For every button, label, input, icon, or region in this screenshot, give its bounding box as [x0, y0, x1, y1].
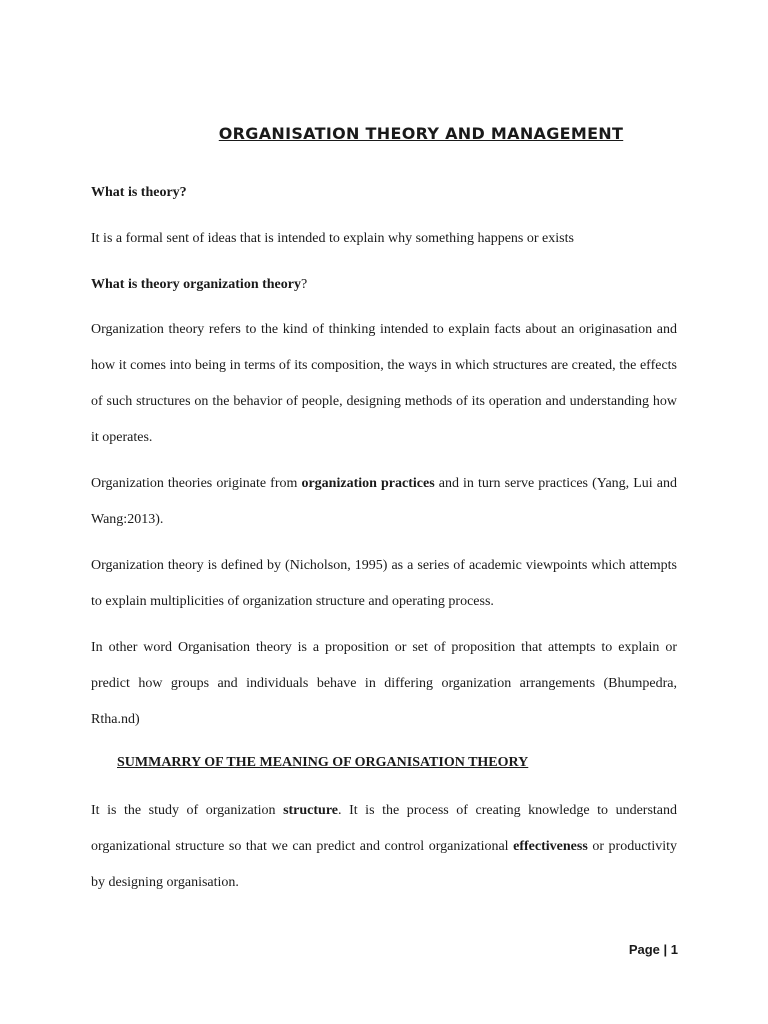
summary-text-mid: . It is the process of creating knowledge to understand organizational structure so that we can predict and control organizational: [91, 803, 677, 854]
originate-text-post: and in turn serve practices (Yang, Lui and Wang:2013).: [91, 476, 677, 527]
originate-text-bold: organization practices: [301, 476, 435, 491]
page-number: Page | 1: [628, 942, 678, 957]
paragraph-theory-definition: It is a formal sent of ideas that is intended to explain why something happens or exists: [91, 231, 574, 246]
originate-text-pre: Organization theories originate from: [91, 476, 302, 491]
summary-text-pre: It is the study of organization: [91, 803, 284, 818]
paragraph-org-theory-defined: Organization theory is defined by (Nicholson, 1995) as a series of academic viewpoints which attempts to explain multiplicities of organization structure and operating process.: [91, 558, 677, 609]
summary-text-post: or productivity by designing organisation.: [91, 839, 677, 890]
paragraph-other-word: In other word Organisation theory is a proposition or set of proposition that attempts to explain or predict how groups and individuals behave in differing organization arrangements (Bhumpedra, Rtha.nd): [91, 640, 677, 727]
heading-what-is-org-theory: [91, 277, 677, 293]
heading-org-theory-bold: What is theory organization theory: [91, 277, 301, 292]
heading-org-theory-tail: ?: [300, 277, 308, 292]
summary-heading: SUMMARRY OF THE MEANING OF ORGANISATION THEORY: [117, 755, 529, 770]
paragraph-org-theory-refers: Organization theory refers to the kind of thinking intended to explain facts about an originasation and how it comes into being in terms of its composition, the ways in which structures are created, the effects of such structures on the behavior of people, designing methods of its operation and understanding how it operates.: [91, 322, 677, 445]
paragraph-summary: [91, 793, 677, 901]
paragraph-org-theories-originate: [91, 466, 677, 538]
heading-what-is-theory: What is theory?: [91, 185, 187, 200]
document-title: ORGANISATION THEORY AND MANAGEMENT: [218, 124, 624, 143]
summary-bold-effectiveness: effectiveness: [513, 839, 588, 854]
summary-bold-structure: structure: [283, 803, 339, 818]
